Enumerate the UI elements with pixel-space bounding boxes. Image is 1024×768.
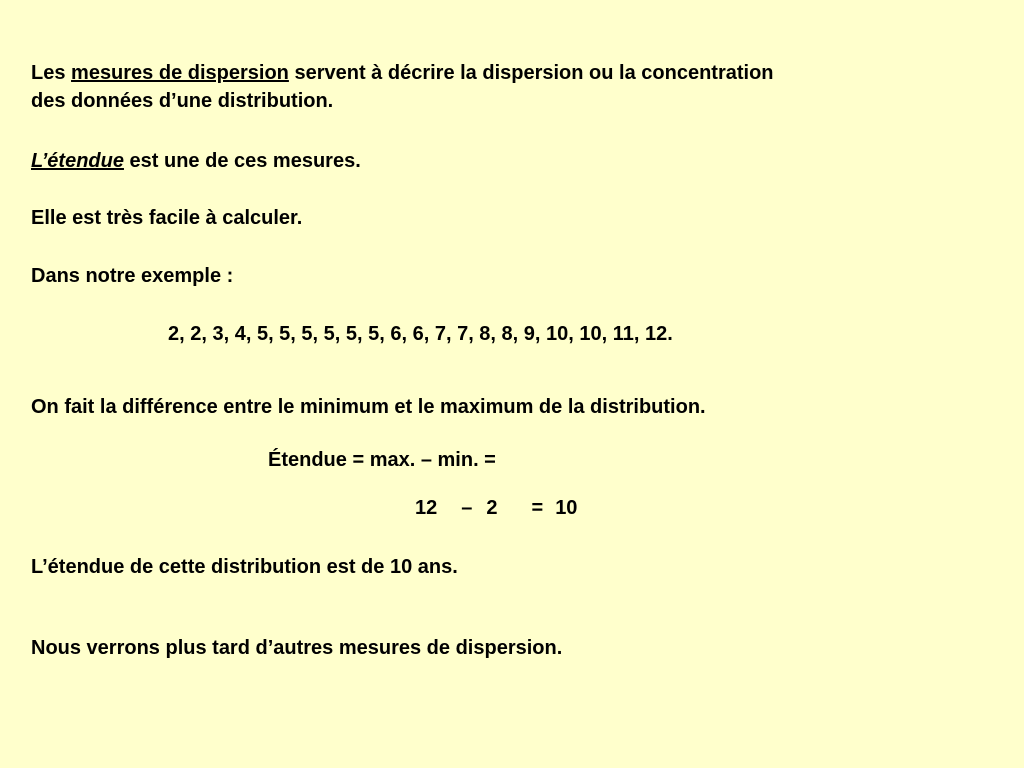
data-series: 2, 2, 3, 4, 5, 5, 5, 5, 5, 5, 6, 6, 7, 7, 8, 8, 9, 10, 10, 11, 12. <box>168 323 673 345</box>
minus-sign: – <box>461 497 473 519</box>
min-value: 2 <box>486 497 498 519</box>
range-result: 10 <box>555 497 578 519</box>
easy-to-compute-text: Elle est très facile à calculer. <box>31 207 303 229</box>
etendue-term: L’étendue <box>31 150 124 172</box>
example-label: Dans notre exemple : <box>31 265 234 287</box>
intro-line-2: des données d’une distribution. <box>31 90 334 112</box>
max-value: 12 <box>415 497 438 519</box>
difference-text: On fait la différence entre le minimum et le maximum de la distribution. <box>31 396 706 418</box>
range-computation <box>415 495 577 521</box>
equals-sign: = <box>531 497 544 519</box>
intro-suffix: servent à décrire la dispersion ou la concentration <box>288 62 774 84</box>
closing-text: Nous verrons plus tard d’autres mesures de dispersion. <box>31 637 563 659</box>
range-formula: Étendue = max. – min. = <box>268 449 496 471</box>
conclusion-text: L’étendue de cette distribution est de 10 ans. <box>31 556 458 578</box>
intro-prefix: Les <box>31 62 72 84</box>
etendue-definition <box>31 148 361 174</box>
dispersion-measures-term: mesures de dispersion <box>71 62 289 84</box>
intro-line-1 <box>31 60 774 86</box>
etendue-rest: est une de ces mesures. <box>123 150 361 172</box>
